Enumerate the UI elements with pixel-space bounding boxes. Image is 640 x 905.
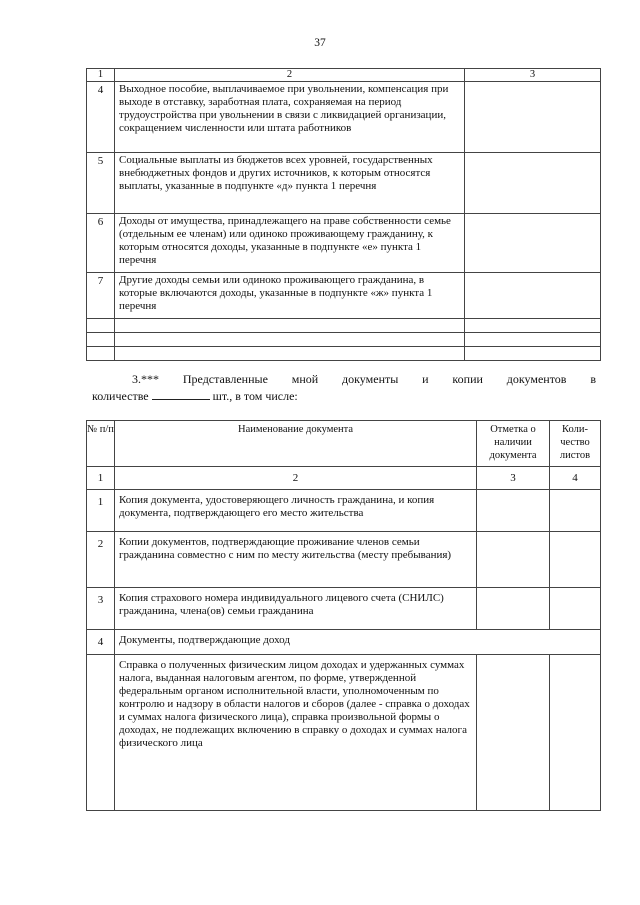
row-number: 2 xyxy=(87,532,115,588)
row-text: Другие доходы семьи или одиноко проживающего гражданина, в которые включаются доходы, указанные в подпункте «ж» пункта 1 перечня xyxy=(115,273,465,319)
sheet-count-cell[interactable] xyxy=(550,532,601,588)
section-heading: Документы, подтверждающие доход xyxy=(115,630,601,655)
table-row xyxy=(87,630,601,655)
empty-row xyxy=(87,333,601,347)
paragraph-suffix: шт., в том числе: xyxy=(212,389,298,403)
table-header-row xyxy=(87,69,601,82)
presence-mark-cell[interactable] xyxy=(477,655,550,811)
sheet-count-cell[interactable] xyxy=(550,490,601,532)
presence-mark-cell[interactable] xyxy=(477,490,550,532)
page-number: 37 xyxy=(314,37,326,49)
row-text: Копия страхового номера индивидуального лицевого счета (СНИЛС) гражданина, члена(ов) семьи гражданина xyxy=(115,588,477,630)
header-document-name: Наименование документа xyxy=(115,421,477,467)
table-row xyxy=(87,214,601,273)
row-number: 6 xyxy=(87,214,115,273)
column-number-row xyxy=(87,467,601,490)
header-sheet-count: Коли-чество листов xyxy=(550,421,601,467)
row-text: Копия документа, удостоверяющего личность гражданина, и копия документа, подтверждающего его место жительства xyxy=(115,490,477,532)
presence-mark-cell[interactable] xyxy=(477,588,550,630)
table-row xyxy=(87,273,601,319)
header-presence-mark: Отметка о наличии документа xyxy=(477,421,550,467)
row-text: Справка о полученных физическим лицом доходах и удержанных суммах налога, выданная налоговым агентом, по форме, утвержденной федеральным органом исполнительной власти, уполномоченным по контролю и надзору в области налогов и сборов (далее - справка о доходах и суммах налога физического лица), справка произвольной формы о доходах, не подлежащих включению в справку о доходах и суммах налога физического лица xyxy=(115,655,477,811)
table-header-row xyxy=(87,421,601,467)
row-number: 4 xyxy=(87,630,115,655)
presence-mark-cell[interactable] xyxy=(477,532,550,588)
header-cell: 1 xyxy=(87,69,115,82)
table-row xyxy=(87,588,601,630)
column-number: 4 xyxy=(550,467,601,490)
paragraph-prefix: количестве xyxy=(92,389,149,403)
document-count-blank[interactable] xyxy=(152,389,210,400)
sheet-count-cell[interactable] xyxy=(550,588,601,630)
row-number: 7 xyxy=(87,273,115,319)
row-number: 1 xyxy=(87,490,115,532)
value-cell[interactable] xyxy=(465,273,601,319)
header-cell: 2 xyxy=(115,69,465,82)
empty-row xyxy=(87,319,601,333)
row-text: Социальные выплаты из бюджетов всех уровней, государственных внебюджетных фондов и других источников, к которым относятся выплаты, указанные в подпункте «д» пункта 1 перечня xyxy=(115,153,465,214)
table-row xyxy=(87,655,601,811)
column-number: 2 xyxy=(115,467,477,490)
row-text: Доходы от имущества, принадлежащего на праве собственности семье (отдельным ее членам) или одиноко проживающему гражданину, к которым относятся доходы, указанные в подпункте «е» пункта 1 перечня xyxy=(115,214,465,273)
column-number: 1 xyxy=(87,467,115,490)
value-cell[interactable] xyxy=(465,82,601,153)
column-number: 3 xyxy=(477,467,550,490)
row-text: Копии документов, подтверждающие проживание членов семьи гражданина совместно с ним по месту жительства (месту пребывания) xyxy=(115,532,477,588)
table-row xyxy=(87,153,601,214)
table-row xyxy=(87,532,601,588)
row-text: Выходное пособие, выплачиваемое при увольнении, компенсация при выходе в отставку, заработная плата, сохраняемая на период трудоустройства при увольнении в связи с ликвидацией организации, сокращением численности или штата работников xyxy=(115,82,465,153)
income-table xyxy=(86,68,601,361)
value-cell[interactable] xyxy=(465,214,601,273)
empty-row xyxy=(87,347,601,361)
header-cell: 3 xyxy=(465,69,601,82)
documents-paragraph xyxy=(92,371,596,405)
sheet-count-cell[interactable] xyxy=(550,655,601,811)
row-number xyxy=(87,655,115,811)
paragraph-line-1: 3.*** Представленные мной документы и копии документов в xyxy=(132,372,596,386)
header-number: № п/п xyxy=(87,421,115,467)
row-number: 3 xyxy=(87,588,115,630)
row-number: 5 xyxy=(87,153,115,214)
paragraph-line-2 xyxy=(92,388,596,405)
documents-table xyxy=(86,420,601,811)
table-row xyxy=(87,490,601,532)
row-number: 4 xyxy=(87,82,115,153)
value-cell[interactable] xyxy=(465,153,601,214)
table-row xyxy=(87,82,601,153)
